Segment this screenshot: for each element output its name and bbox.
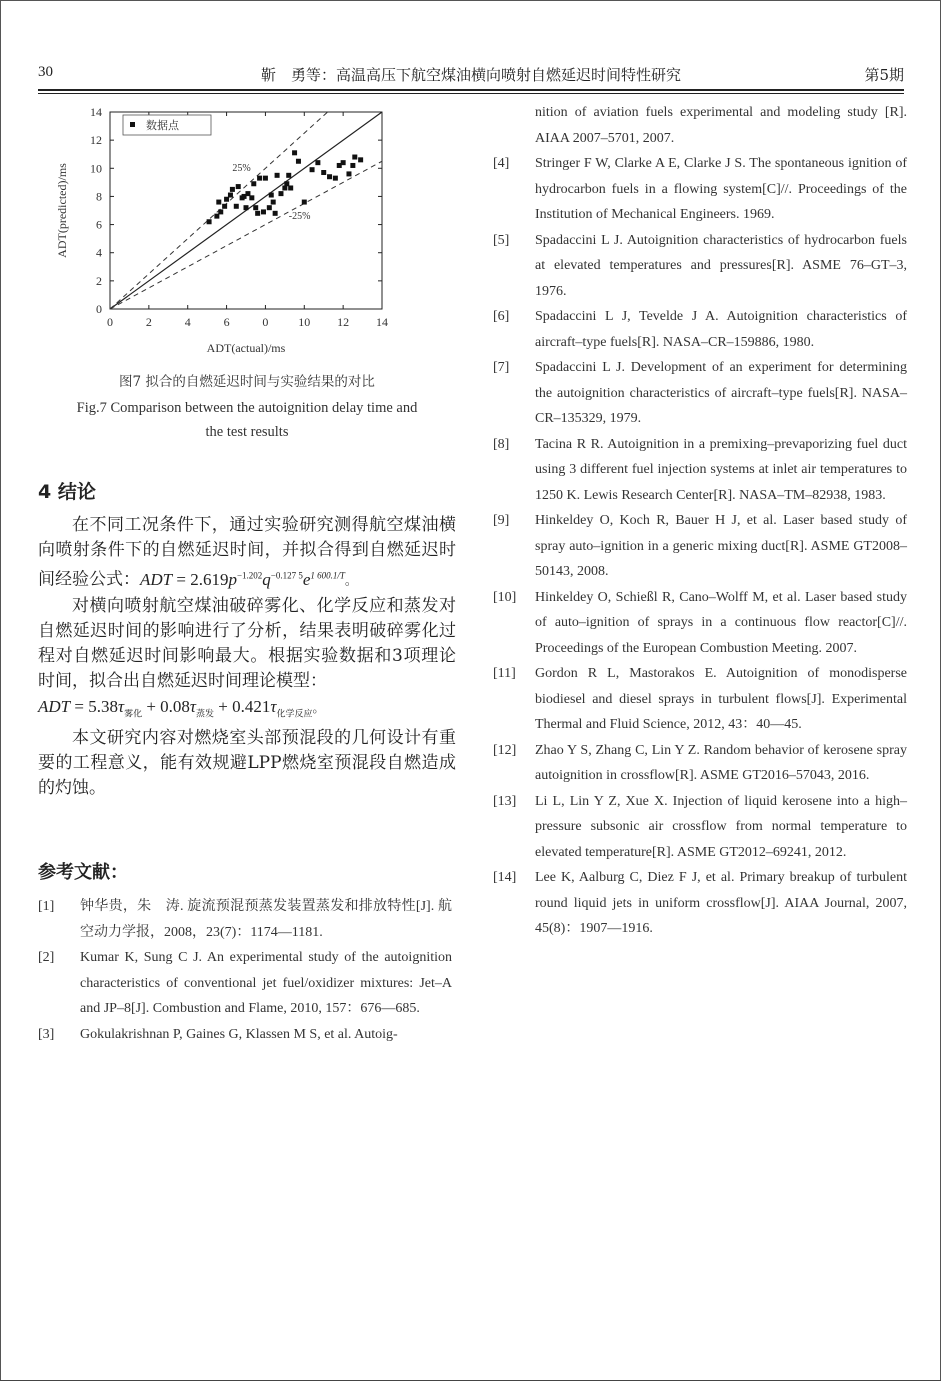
section-heading-conclusion: 4 结论 <box>38 481 96 503</box>
references-left-column <box>38 894 452 1047</box>
data-point <box>352 155 357 160</box>
data-point <box>263 176 268 181</box>
reference-12: [12] Zhao Y S, Zhang C, Lin Y Z. Random behavior of kerosene spray autoignition in crossflow[R]. ASME GT2016–57043, 2016. <box>493 742 907 783</box>
x-tick-label: 2 <box>145 315 152 329</box>
data-point <box>244 205 249 210</box>
header-rule-thick <box>38 89 904 91</box>
data-point <box>284 181 289 186</box>
data-point <box>315 160 320 165</box>
reference-13: [13] Li L, Lin Y Z, Xue X. Injection of liquid kerosene into a high–pressure subsonic air crossflow from normal temperature to elevated temperature[R]. ASME GT2012–69241, 2012. <box>493 793 907 860</box>
conclusion-paragraph-2 <box>38 594 456 694</box>
figure-caption-cn: 图7 拟合的自燃延迟时间与实验结果的对比 <box>119 374 375 390</box>
page-number: 30 <box>38 64 53 80</box>
data-point <box>286 173 291 178</box>
data-point <box>228 193 233 198</box>
f1-q-exp: −0.127 5 <box>270 570 303 580</box>
data-point <box>269 193 274 198</box>
reference-3-continued: nition of aviation fuels experimental and modeling study [R]. AIAA 2007–5701, 2007. <box>535 105 907 146</box>
x-tick-label: 4 <box>184 315 191 329</box>
f1-adt: ADT <box>140 569 173 589</box>
f2-adt: ADT <box>38 696 71 716</box>
data-point <box>242 194 247 199</box>
figure-caption-en-line1: Fig.7 Comparison between the autoignition delay time and <box>76 400 418 416</box>
conclusion-paragraph-3 <box>38 726 456 801</box>
data-point <box>350 163 355 168</box>
reference-5: [5] Spadaccini L J. Autoignition characteristics of hydrocarbon fuels at elevated temperatures and pressures[R]. ASME 76–GT–3, 1976. <box>493 232 907 299</box>
annotation-plus-25: 25% <box>232 163 251 175</box>
chart-legend <box>123 115 211 135</box>
data-point <box>207 219 212 224</box>
y-tick-label: 4 <box>96 245 102 260</box>
annotation-minus-25: -25% <box>288 210 311 222</box>
data-point <box>302 200 307 205</box>
x-tick-label: 10 <box>298 315 311 329</box>
reference-11: [11] Gordon R L, Mastorakos E. Autoignition of monodisperse biodiesel and diesel sprays in turbulent flows[J]. Experimental Thermal and Fluid Science, 2012, 43：40—45. <box>493 666 907 732</box>
data-point <box>358 157 363 162</box>
data-point <box>333 176 338 181</box>
conclusion-p2-text: 对横向喷射航空煤油破碎雾化、化学反应和蒸发对自燃延迟时间的影响进行了分析，结果表明破碎雾化过程对自燃延迟时间影响最大。根据实验数据和3项理论时间，拟合出自燃延迟时间理论模型： <box>38 595 456 691</box>
y-axis-label: ADT(predicted)/ms <box>55 163 69 258</box>
data-point <box>278 191 283 196</box>
data-point <box>327 174 332 179</box>
y-tick-label: 0 <box>96 302 102 316</box>
f1-p: p <box>228 569 237 589</box>
reference-9: [9] Hinkeldey O, Koch R, Bauer H J, et al. Laser based study of spray auto–ignition in a generic mixing duct[R]. ASME GT2008–50143, 2008. <box>493 513 907 579</box>
x-axis-label: ADT(actual)/ms <box>206 341 286 355</box>
reference-4: [4] Stringer F W, Clarke A E, Clarke J S. The spontaneous ignition of hydrocarbon fuels in a flowing system[C]//. Proceedings of the Institution of Mechanical Engineers. 1969. <box>493 156 907 222</box>
f1-p-exp: −1.202 <box>236 570 263 580</box>
figure-7-scatter-chart <box>50 100 450 360</box>
running-title: 靳 勇等：高温高压下航空煤油横向喷射自燃延迟时间特性研究 <box>260 66 681 84</box>
data-point <box>216 200 221 205</box>
running-header <box>38 64 904 86</box>
reference-1: [1] 钟华贵，朱 涛. 旋流预混预蒸发装置蒸发和排放特性[J]. 航空动力学报，2008，23(7)：1174—1181. <box>38 899 452 940</box>
conclusion-p1-text: 在不同工况条件下，通过实验研究测得航空煤油横向喷射条件下的自燃延迟时间，并拟合得到自燃延迟时间经验公式： <box>38 515 456 590</box>
figure-caption-en <box>38 396 456 444</box>
reference-2: [2] Kumar K, Sung C J. An experimental study of the autoignition characteristics of conventional jet fuel/oxidizer mixtures: Jet–A and JP–8[J]. Combustion and Flame, 2010, 157：676—685. <box>38 950 452 1016</box>
f1-coef: = 2.619 <box>172 569 229 589</box>
f2-tau-1: τ <box>117 696 125 716</box>
y-tick-label: 8 <box>96 189 102 204</box>
x-tick-label: 0 <box>262 315 269 329</box>
data-point <box>310 167 315 172</box>
conclusion-paragraph-1 <box>38 513 456 594</box>
reference-7: [7] Spadaccini L J. Development of an experiment for determining the autoignition characteristics of aircraft–type fuels[R]. NASA–CR–135329, 1979. <box>493 360 907 426</box>
data-point <box>273 211 278 216</box>
chart-reference-lines <box>110 112 382 309</box>
data-point <box>341 160 346 165</box>
y-tick-label: 2 <box>96 273 102 288</box>
reference-3: [3] Gokulakrishnan P, Gaines G, Klassen M S, et al. Autoig- <box>38 1026 398 1042</box>
issue-number: 第5期 <box>864 66 904 84</box>
data-point <box>346 171 351 176</box>
f2-end: 。 <box>312 700 325 715</box>
x-tick-label: 14 <box>376 315 388 329</box>
y-tick-label: 6 <box>96 217 102 232</box>
legend-marker <box>130 122 135 127</box>
f1-end: 。 <box>344 573 357 588</box>
theory-formula <box>38 694 456 726</box>
f2-tau-2: τ <box>189 696 197 716</box>
references-right-column <box>493 100 907 942</box>
data-point <box>253 205 258 210</box>
data-point <box>236 184 241 189</box>
f2-a: = 5.38 <box>70 696 118 716</box>
conclusion-body <box>38 513 456 801</box>
x-tick-label: 12 <box>337 315 350 329</box>
data-point <box>234 204 239 209</box>
data-point <box>230 187 235 192</box>
f2-sub-2: 蒸发 <box>196 708 215 719</box>
reference-line-y-equals-x <box>110 112 382 309</box>
data-point <box>271 200 276 205</box>
data-point <box>321 170 326 175</box>
data-point <box>292 150 297 155</box>
y-tick-label: 12 <box>90 133 102 148</box>
f1-e: e <box>302 569 311 589</box>
f1-e-exp: 1 600.1/T <box>310 570 345 580</box>
data-point <box>261 209 266 214</box>
data-point <box>267 205 272 210</box>
f2-b: + 0.08 <box>142 696 190 716</box>
data-point <box>275 173 280 178</box>
f2-c: + 0.421 <box>214 696 271 716</box>
data-point <box>257 176 262 181</box>
chart-points <box>207 150 364 224</box>
y-tick-label: 10 <box>90 161 102 176</box>
references-heading: 参考文献： <box>38 862 128 883</box>
y-tick-label: 14 <box>90 105 102 119</box>
figure-caption-en-line2: the test results <box>205 424 289 440</box>
x-tick-label: 0 <box>107 315 113 329</box>
data-point <box>249 195 254 200</box>
data-point <box>218 209 223 214</box>
data-point <box>296 159 301 164</box>
data-point <box>255 211 260 216</box>
f1-q: q <box>262 569 271 589</box>
legend-label: 数据点 <box>146 119 179 132</box>
empirical-formula <box>140 570 345 589</box>
data-point <box>222 204 227 209</box>
conclusion-p3-text: 本文研究内容对燃烧室头部预混段的几何设计有重要的工程意义，能有效规避LPP燃烧室预混段自燃造成的灼蚀。 <box>38 728 456 799</box>
data-point <box>251 181 256 186</box>
reference-line-minus-25 <box>110 161 382 309</box>
f2-tau-3: τ <box>270 696 277 716</box>
reference-8: [8] Tacina R R. Autoignition in a premixing–prevaporizing fuel duct using 3 different fuel injection systems at inlet air temperatures to 1250 K. Lewis Research Center[R]. NASA–TM–82938, 1983. <box>493 436 907 503</box>
reference-6: [6] Spadaccini L J, Tevelde J A. Autoignition characteristics of aircraft–type fuels[R]. NASA–CR–159886, 1980. <box>493 309 907 350</box>
reference-10: [10] Hinkeldey O, Schießl R, Cano–Wolff M, et al. Laser based study of auto–ignition of sprays in a continuous flow reactor[C]//. Proceedings of the European Combustion Meeting. 2007. <box>493 589 907 656</box>
reference-14: [14] Lee K, Aalburg C, Diez F J, et al. Primary breakup of turbulent round liquid jets in uniform crossflow[J]. AIAA Journal, 2007, 45(8)：1907—1916. <box>493 870 907 936</box>
f2-sub-3: 化学反应 <box>276 708 313 719</box>
x-tick-label: 6 <box>223 315 230 329</box>
header-rule-thin <box>38 93 904 94</box>
f2-sub-1: 雾化 <box>124 708 143 719</box>
